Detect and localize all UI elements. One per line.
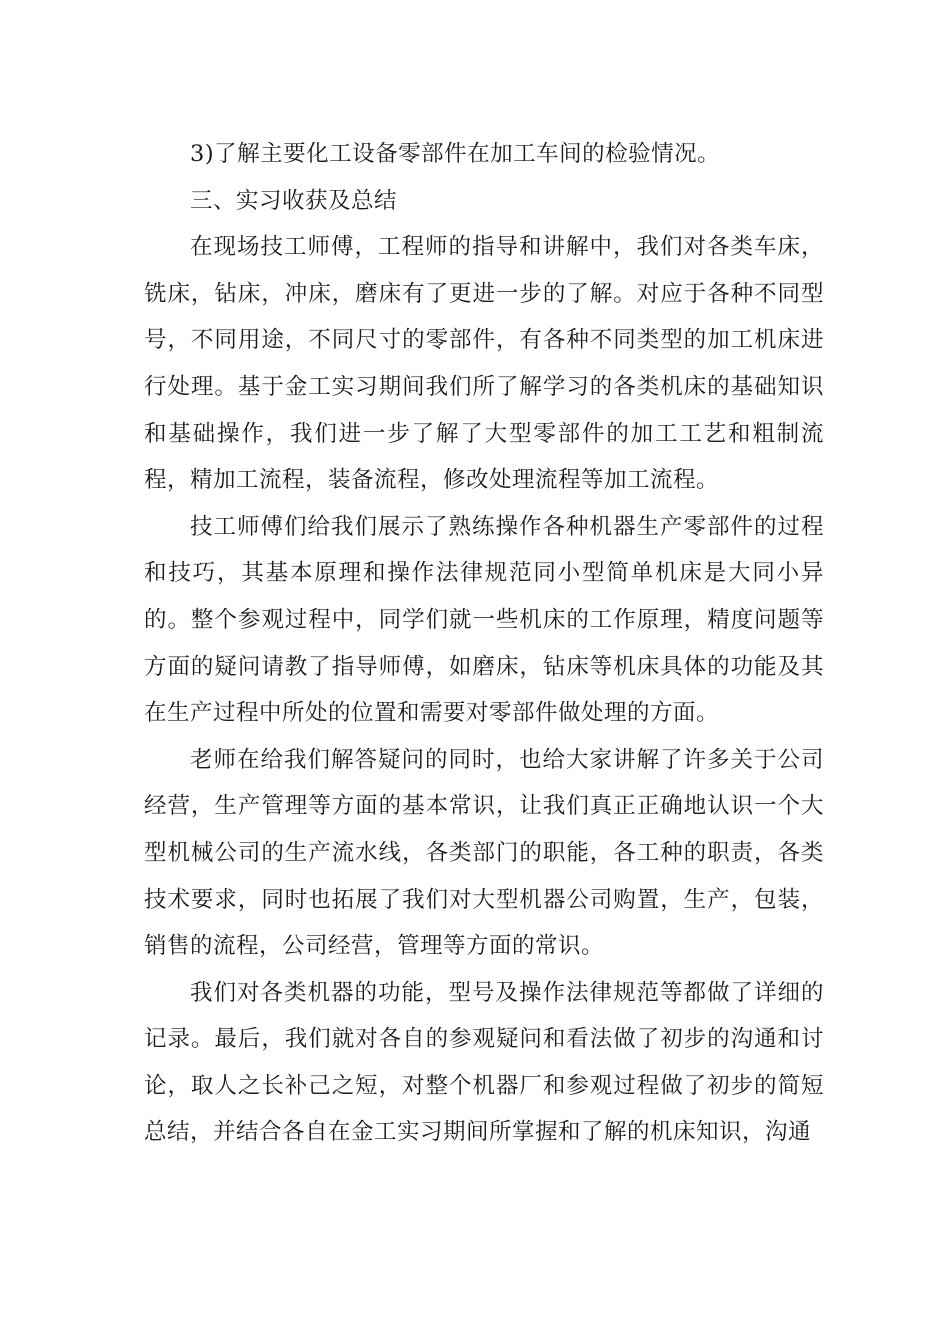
paragraph-2: 技工师傅们给我们展示了熟练操作各种机器生产零部件的过程和技巧，其基本原理和操作法律规范同小型简单机床是大同小异的。整个参观过程中，同学们就一些机床的工作原理，精度问题等方面的疑问请教了指导师傅，如磨床，钻床等机床具体的功能及其在生产过程中所处的位置和需要对零部件做处理的方面。 <box>144 513 824 727</box>
paragraph-1: 在现场技工师傅，工程师的指导和讲解中，我们对各类车床，铣床，钻床，冲床，磨床有了更进一步的了解。对应于各种不同型号，不同用途，不同尺寸的零部件，有各种不同类型的加工机床进行处理。基于金工实习期间我们所了解学习的各类机床的基础知识和基础操作，我们进一步了解了大型零部件的加工工艺和粗制流程，精加工流程，装备流程，修改处理流程等加工流程。 <box>144 234 824 494</box>
paragraph-4: 我们对各类机器的功能，型号及操作法律规范等都做了详细的记录。最后，我们就对各自的参观疑问和看法做了初步的沟通和讨论，取人之长补己之短，对整个机器厂和参观过程做了初步的简短总结，并结合各自在金工实习期间所掌握和了解的机床知识，沟通 <box>144 979 824 1146</box>
list-item-3: 3)了解主要化工设备零部件在加工车间的检验情况。 <box>190 141 721 167</box>
section-heading: 三、实习收获及总结 <box>190 187 398 214</box>
paragraph-3: 老师在给我们解答疑问的同时，也给大家讲解了许多关于公司经营，生产管理等方面的基本常识，让我们真正正确地认识一个大型机械公司的生产流水线，各类部门的职能，各工种的职责，各类技术要求，同时也拓展了我们对大型机器公司购置，生产，包装，销售的流程，公司经营，管理等方面的常识。 <box>144 746 824 960</box>
document-body <box>144 131 824 1156</box>
